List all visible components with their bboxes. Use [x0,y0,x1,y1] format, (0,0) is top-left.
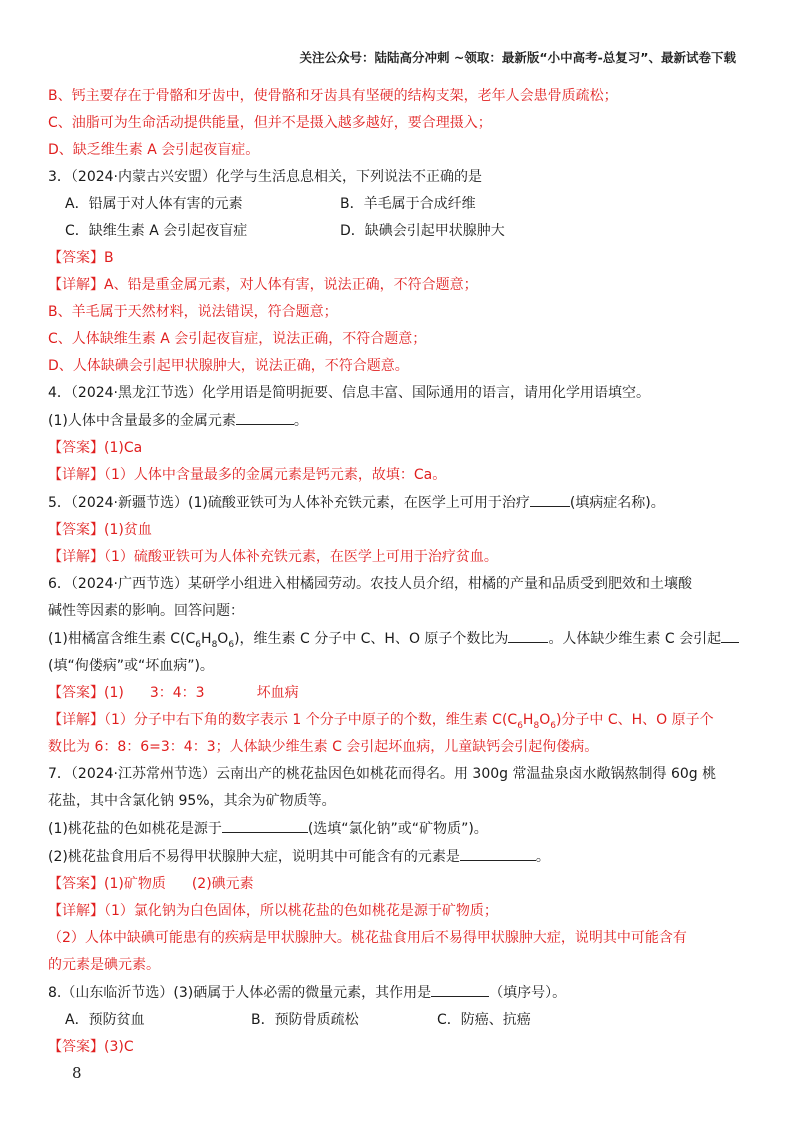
subscript: 8 [211,639,218,650]
subscript: 6 [228,639,235,650]
question-7-part-2 [48,846,760,867]
question-5 [48,492,760,513]
answer-7 [48,874,760,894]
question-3-options-row1 [48,194,760,214]
explanation-text: 【详解】（1）分子中右下角的数字表示 1 个分子中原子的个数，维生素 C(C [48,712,518,728]
question-text-end: 。 [535,849,550,865]
answer-blank [721,628,739,643]
option-a: A．预防贫血 [65,1012,145,1028]
explanation-line: B、羊毛属于天然材料，说法错误，符合题意； [48,304,338,320]
option-c: C．防癌、抗癌 [437,1012,531,1028]
question-text: 8.（山东临沂节选）(3)硒属于人体必需的微量元素，其作用是 [48,985,432,1001]
answer-6 [48,683,760,703]
option-b: B．羊毛属于合成纤维 [340,196,476,212]
option-c: C．缺维生素 A 会引起夜盲症 [65,223,248,239]
question-7-part-1 [48,818,760,839]
subscript: 6 [550,720,556,731]
explanation-line: C、人体缺维生素 A 会引起夜盲症，说法正确，不符合题意； [48,331,427,347]
answer-part-2: (2)碘元素 [191,876,254,892]
subscript: 8 [533,720,540,731]
question-text-end: (填病症名称)。 [569,495,665,511]
explanation-line: （2）人体中缺碘可能患有的疾病是甲状腺肿大。桃花盐食用后不易得甲状腺肿大症，说明其中可能含有 [48,930,687,946]
explanation-line [48,710,760,730]
question-4-part-1 [48,410,760,431]
document-body [48,86,760,1064]
explanation-line: 【详解】（1）硫酸亚铁可为人体补充铁元素，在医学上可用于治疗贫血。 [48,549,498,565]
question-3-options-row2 [48,221,760,241]
question-7: 7．（2024·江苏常州节选）云南出产的桃花盐因色如桃花而得名。用 300g 常温盐泉卤水敞锅熬制得 60g 桃 [48,766,717,782]
question-text: (2)桃花盐食用后不易得甲状腺肿大症，说明其中可能含有的元素是 [48,849,460,865]
option-a: A．铅属于对人体有害的元素 [65,196,243,212]
answer-blank [530,492,570,507]
explanation-line: C、油脂可为生命活动提供能量，但并不是摄入越多越好，要合理摄入； [48,115,492,131]
answer-3: 【答案】B [48,250,114,266]
question-6-cont: 碱性等因素的影响。回答问题： [48,603,244,619]
explanation-line: D、缺乏维生素 A 会引起夜盲症。 [48,142,260,158]
option-d: D．缺碘会引起甲状腺肿大 [340,223,505,239]
answer-4: 【答案】(1)Ca [48,440,143,456]
page-header: 关注公众号：陆陆高分冲刺 ~领取：最新版“小中高考-总复习”、最新试卷下载 [299,50,736,65]
explanation-text: )分子中 C、H、O 原子个 [555,712,714,728]
explanation-line: 数比为 6：8：6=3：4：3；人体缺少维生素 C 会引起坏血病，儿童缺钙会引起佝偻病。 [48,739,599,755]
question-text: O [217,631,229,647]
answer-blank [222,818,308,833]
answer-8: 【答案】(3)C [48,1039,134,1055]
question-text: (1)柑橘富含维生素 C(C [48,631,196,647]
question-7-cont: 花盐，其中含氯化钠 95%，其余为矿物质等。 [48,793,336,809]
page-number: 8 [72,1064,82,1082]
question-text-end: 。 [293,413,308,429]
question-text-end: (选填“氯化钠”或“矿物质”)。 [307,821,488,837]
question-text: H [201,631,212,647]
question-text: 。人体缺少维生素 C 会引起 [548,631,722,647]
answer-blank [460,846,536,861]
explanation-text: O [539,712,551,728]
answer-blank [431,982,489,997]
question-6-part-1-cont: (填“佝偻病”或“坏血病”)。 [48,658,214,674]
explanation-line: 【详解】A、铅是重金属元素，对人体有害，说法正确，不符合题意； [48,277,478,293]
question-6: 6．（2024·广西节选）某研学小组进入柑橘园劳动。农技人员介绍，柑橘的产量和品质受到肥效和土壤酸 [48,576,692,592]
question-text: 5．（2024·新疆节选）(1)硫酸亚铁可为人体补充铁元素，在医学上可用于治疗 [48,495,530,511]
explanation-text: H [522,712,534,728]
answer-part-1: 【答案】(1)矿物质 [48,876,166,892]
question-text-end: （填序号）。 [489,985,567,1001]
explanation-line: 【详解】（1）人体中含量最多的金属元素是钙元素，故填：Ca。 [48,467,447,483]
question-text: (1)桃花盐的色如桃花是源于 [48,821,222,837]
question-text: )，维生素 C 分子中 C、H、O 原子个数比为 [234,631,509,647]
question-text: (1)人体中含量最多的金属元素 [48,413,236,429]
question-8-options [48,1010,760,1030]
answer-label: 【答案】(1) [48,685,124,701]
answer-disease: 坏血病 [256,685,299,701]
question-4: 4．（2024·黑龙江节选）化学用语是简明扼要、信息丰富、国际通用的语言，请用化学用语填空。 [48,385,650,401]
answer-5: 【答案】(1)贫血 [48,522,152,538]
subscript: 6 [195,639,202,650]
question-8 [48,982,760,1003]
option-b: B．预防骨质疏松 [251,1012,359,1028]
explanation-line: 的元素是碘元素。 [48,957,160,973]
question-3: 3．（2024·内蒙古兴安盟）化学与生活息息相关，下列说法不正确的是 [48,169,482,185]
subscript: 6 [517,720,523,731]
answer-ratio: 3：4：3 [149,685,205,701]
answer-blank [236,410,294,425]
explanation-line: 【详解】（1）氯化钠为白色固体，所以桃花盐的色如桃花是源于矿物质； [48,903,498,919]
answer-blank [508,628,548,643]
question-6-part-1 [48,628,760,649]
explanation-line: B、钙主要存在于骨骼和牙齿中，使骨骼和牙齿具有坚硬的结构支架，老年人会患骨质疏松； [48,88,618,104]
explanation-line: D、人体缺碘会引起甲状腺肿大，说法正确，不符合题意。 [48,358,409,374]
